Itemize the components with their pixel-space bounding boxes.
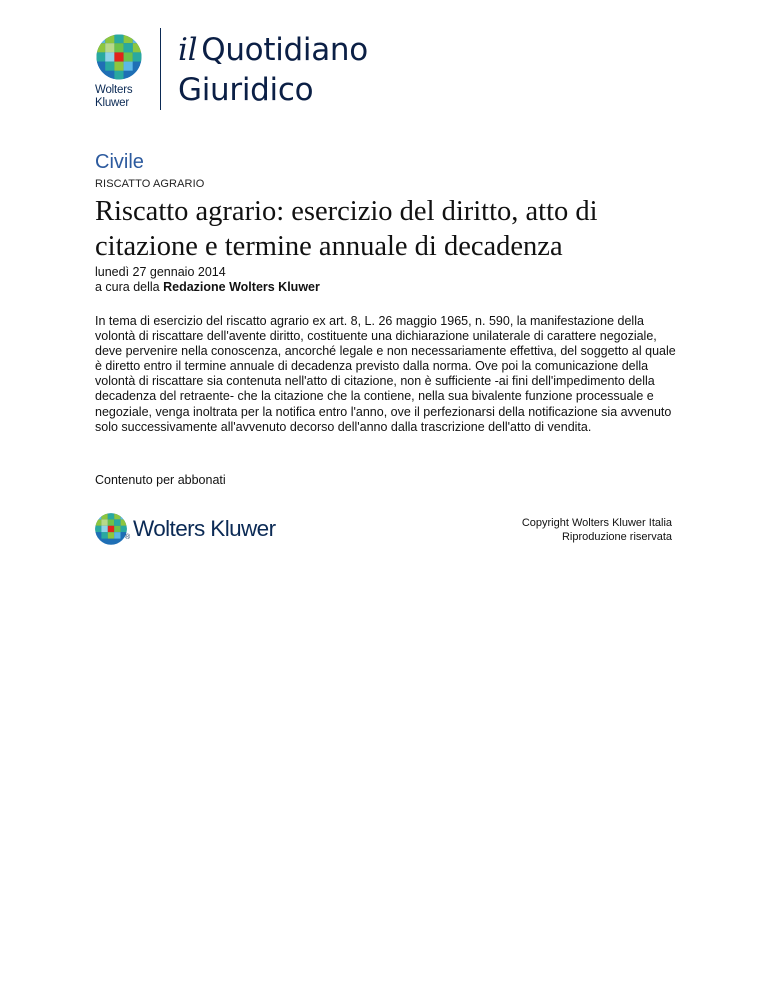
brand-line-2: Kluwer xyxy=(95,97,129,109)
subscribers-note: Contenuto per abbonati xyxy=(95,473,226,487)
brand-line-1: Wolters xyxy=(95,84,133,96)
footer-brand-name: Wolters Kluwer xyxy=(133,516,276,541)
article-byline xyxy=(95,280,320,295)
wolters-kluwer-logo[interactable] xyxy=(94,28,146,110)
article-date: lunedì 27 gennaio 2014 xyxy=(95,265,226,279)
title-line-2: Giuridico xyxy=(178,72,314,108)
masthead xyxy=(94,28,454,110)
registered-mark: ® xyxy=(125,534,131,541)
article-headline: Riscatto agrario: esercizio del diritto, atto di citazione e termine annuale di decadenza xyxy=(95,196,598,262)
wolters-kluwer-globe-icon xyxy=(96,34,142,80)
article-abstract: In tema di esercizio del riscatto agrario ex art. 8, L. 26 maggio 1965, n. 590, la manifestazione della volontà di riscattare dell'avente diritto, costituente una dichiarazione unilaterale di carattere negoziale, deve pervenire nella conoscenza, ancorché legale e non necessariamente effettiva, del soggetto al quale è diretto entro il termine annuale di decadenza previsto dalla norma. Ove poi la comunicazione della volontà di riscattare sia contenuta nell'atto di citazione, non è sufficiente -ai fini dell'impedimento della decadenza del retraente- che la citazione che la contiene, nella sua bivalente funzione processuale e negoziale, venga inoltrata per la notifica entro l'anno, ove il perfezionarsi della notificazione sia avvenuto solo successivamente all'avvenuto decorso dell'anno dalla trascrizione dell'atto di vendita. xyxy=(95,314,676,434)
reproduction-notice: Riproduzione riservata xyxy=(561,531,672,543)
wolters-kluwer-wordmark xyxy=(95,84,132,110)
title-line-1: Quotidiano xyxy=(201,32,368,68)
copyright-notice xyxy=(522,516,672,544)
article-category: RISCATTO AGRARIO xyxy=(95,178,205,190)
title-il: il xyxy=(178,32,198,68)
publication-title[interactable] xyxy=(178,30,458,110)
footer-wolters-kluwer-logo[interactable] xyxy=(95,512,295,546)
copyright-line: Copyright Wolters Kluwer Italia xyxy=(521,517,672,529)
section-name[interactable]: Civile xyxy=(95,151,144,173)
masthead-divider xyxy=(160,28,161,110)
article-meta xyxy=(95,265,320,295)
byline-author: Redazione Wolters Kluwer xyxy=(163,280,320,294)
wolters-kluwer-globe-icon xyxy=(95,513,127,545)
byline-prefix: a cura della xyxy=(95,280,164,294)
